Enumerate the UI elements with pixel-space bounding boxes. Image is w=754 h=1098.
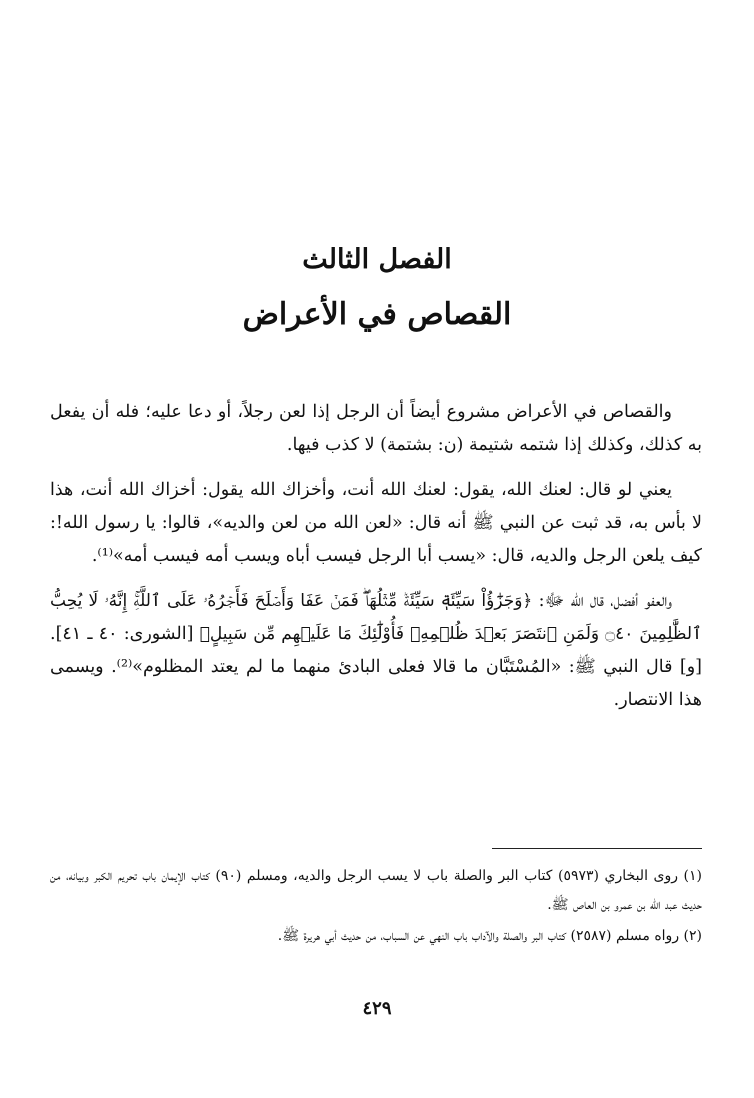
paragraph-3	[50, 585, 702, 717]
footnote-2: (٢) رواه مسلم (٢٥٨٧) كتاب البر والصلة والآداب باب النهي عن السباب، من حديث أبي هريرة ﷺ.	[277, 928, 702, 944]
footnote-separator	[492, 848, 702, 849]
paragraph-3-intro: والعفو أفضل، قال الله ﷻ:	[532, 591, 672, 611]
quran-verse: ﴿وَجَزَٰٓؤُاْ سَيِّئَةٖ سَيِّئَةٞ مِّثۡلُهَاۖ فَمَنۡ عَفَا وَأَصۡلَحَ فَأَجۡرُهُۥ عَلَى ٱللَّهِۚ إِنَّهُۥ لَا يُحِبُّ ٱلظَّٰلِمِينَ ۝٤٠ وَلَمَنِ ٱنتَصَرَ بَعۡدَ ظُلۡمِهِۦ فَأُوْلَٰٓئِكَ مَا عَلَيۡهِم مِّن سَبِيلٍ﴾	[50, 591, 702, 644]
main-text	[50, 396, 702, 729]
paragraph-3-rest: [الشورى: ٤٠ ـ ٤١]. [و] قال النبي ﷺ: «المُسْتَبَّان ما قالا فعلى البادئ منهما ما لم يعتد المظلوم»⁽²⁾. ويسمى هذا الانتصار.	[50, 624, 702, 710]
footnote-1: (١) روى البخاري (٥٩٧٣) كتاب البر والصلة باب لا يسب الرجل والديه، ومسلم (٩٠) كتاب الإيمان باب تحريم الكبر وبيانه، من حديث عبد الله بن عمرو بن العاص ﷺ.	[50, 868, 703, 913]
page-number: ٤٢٩	[362, 998, 392, 1019]
paragraph-1: والقصاص في الأعراض مشروع أيضاً أن الرجل إذا لعن رجلاً، أو دعا عليه؛ فله أن يفعل به كذلك، وكذلك إذا شتمه شتيمة (ن: بشتمة) لا كذب فيها.	[50, 402, 702, 455]
chapter-title-heading: القصاص في الأعراض	[242, 297, 512, 332]
chapter-number-heading: الفصل الثالث	[302, 244, 452, 275]
footnotes	[50, 862, 702, 953]
paragraph-2: يعني لو قال: لعنك الله، يقول: لعنك الله أنت، وأخزاك الله يقول: أخزاك الله أنت، هذا لا بأس به، قد ثبت عن النبي ﷺ أنه قال: «لعن الله من لعن والديه»، قالوا: يا رسول الله!: كيف يلعن الرجل والديه، قال: «يسب أبا الرجل فيسب أباه ويسب أمه فيسب أمه»⁽¹⁾.	[50, 480, 702, 566]
